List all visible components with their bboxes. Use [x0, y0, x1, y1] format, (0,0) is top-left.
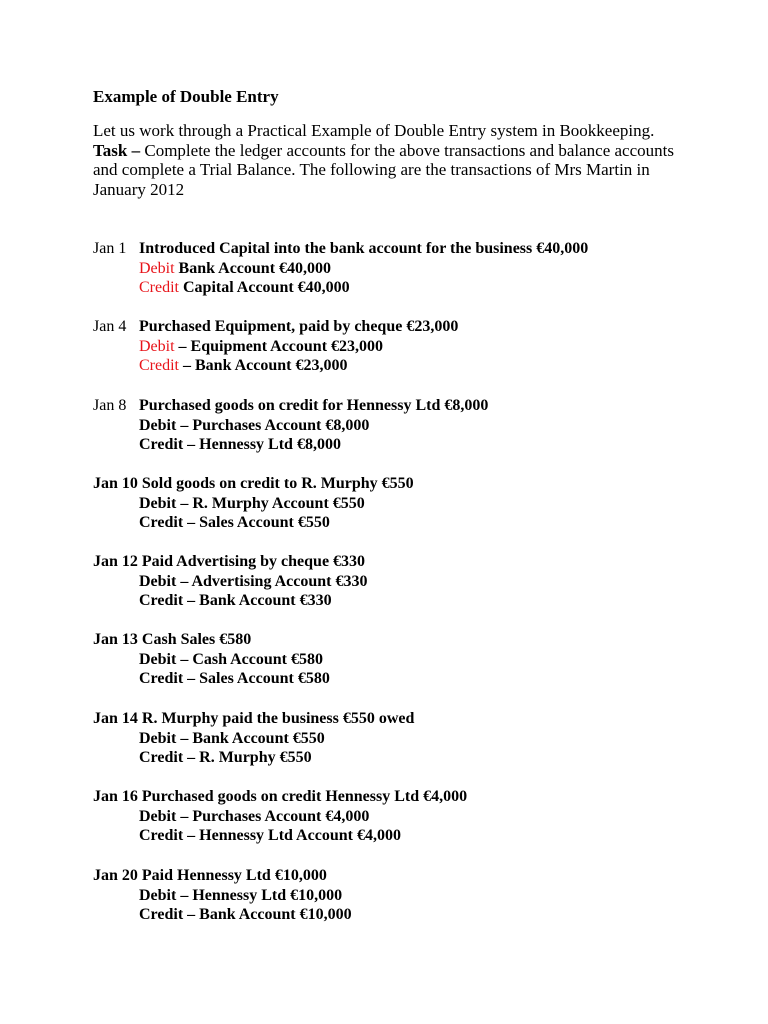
- transaction-line: [93, 630, 330, 650]
- transaction-description: Paid Hennessy Ltd €10,000: [141, 867, 327, 884]
- transaction-date: Jan 1: [93, 240, 127, 257]
- transaction-entry-jan-14: [93, 709, 414, 768]
- credit-text: – Hennessy Ltd Account €4,000: [183, 827, 401, 845]
- transaction-entry-jan-1: [93, 239, 588, 298]
- credit-text: – R. Murphy €550: [183, 749, 312, 767]
- credit-label: Credit: [139, 592, 184, 610]
- credit-text: – Bank Account €330: [183, 592, 332, 610]
- debit-label: Debit: [139, 886, 177, 904]
- debit-label: Debit: [139, 337, 175, 355]
- debit-text: – Advertising Account €330: [176, 572, 368, 590]
- intro-paragraph: Let us work through a Practical Example of Double Entry system in Bookkeeping.: [93, 121, 655, 140]
- debit-text: – Purchases Account €8,000: [176, 416, 370, 434]
- credit-line: [93, 435, 488, 455]
- debit-line: [93, 259, 588, 279]
- debit-text: – Cash Account €580: [176, 650, 324, 668]
- debit-label: Debit: [139, 416, 177, 434]
- credit-label: Credit: [139, 514, 184, 532]
- transaction-date: Jan 14: [93, 710, 138, 727]
- transaction-date: Jan 13: [93, 631, 138, 648]
- transaction-line: [93, 709, 414, 729]
- credit-line: [93, 748, 414, 768]
- intro-block: [93, 121, 693, 199]
- debit-text: Bank Account €40,000: [174, 259, 332, 277]
- debit-line: [93, 650, 330, 670]
- credit-line: [93, 826, 467, 846]
- debit-text: – Purchases Account €4,000: [176, 807, 370, 825]
- credit-line: [93, 591, 367, 611]
- transaction-description: Sold goods on credit to R. Murphy €550: [141, 475, 414, 492]
- transaction-entry-jan-13: [93, 630, 330, 689]
- credit-line: [93, 513, 414, 533]
- transaction-description: Paid Advertising by cheque €330: [141, 553, 366, 570]
- credit-text: Capital Account €40,000: [179, 279, 350, 297]
- transaction-line: [93, 787, 467, 807]
- credit-label: Credit: [139, 827, 184, 845]
- transaction-entry-jan-10: [93, 474, 414, 533]
- transaction-date: Jan 10: [93, 475, 138, 492]
- task-label: Task –: [93, 140, 141, 160]
- transaction-date: Jan 8: [93, 397, 127, 414]
- document-title: Example of Double Entry: [93, 87, 279, 106]
- credit-label: Credit: [139, 279, 179, 297]
- debit-text: – Equipment Account €23,000: [174, 337, 384, 355]
- debit-text: – Bank Account €550: [176, 729, 325, 747]
- transaction-description: Purchased Equipment, paid by cheque €23,000: [139, 318, 459, 335]
- credit-label: Credit: [139, 906, 184, 924]
- transaction-description: Cash Sales €580: [141, 631, 252, 648]
- credit-line: [93, 356, 458, 376]
- credit-text: – Sales Account €580: [183, 670, 330, 688]
- transaction-line: [93, 474, 414, 494]
- transaction-date: Jan 12: [93, 553, 138, 570]
- debit-line: [93, 494, 414, 514]
- credit-label: Credit: [139, 436, 184, 454]
- transaction-description: R. Murphy paid the business €550 owed: [141, 710, 415, 727]
- transaction-date: Jan 16: [93, 788, 138, 805]
- transaction-line: [93, 396, 488, 416]
- credit-text: – Bank Account €23,000: [179, 357, 348, 375]
- task-paragraph: [93, 141, 693, 200]
- debit-label: Debit: [139, 259, 175, 277]
- credit-line: [93, 669, 330, 689]
- transaction-line: [93, 239, 588, 259]
- credit-line: [93, 278, 588, 298]
- transaction-entry-jan-16: [93, 787, 467, 846]
- debit-line: [93, 729, 414, 749]
- transaction-entry-jan-20: [93, 866, 352, 925]
- debit-label: Debit: [139, 650, 177, 668]
- debit-label: Debit: [139, 729, 177, 747]
- credit-label: Credit: [139, 749, 184, 767]
- debit-text: – Hennessy Ltd €10,000: [176, 886, 343, 904]
- debit-line: [93, 416, 488, 436]
- debit-line: [93, 337, 458, 357]
- transaction-entry-jan-4: [93, 317, 458, 376]
- debit-text: – R. Murphy Account €550: [176, 494, 365, 512]
- transaction-description: Purchased goods on credit for Hennessy Ltd €8,000: [139, 397, 489, 414]
- task-text: Complete the ledger accounts for the above transactions and balance accounts and complete a Trial Balance. The following are the transactions of Mrs Martin in January 2012: [93, 140, 674, 199]
- credit-text: – Hennessy Ltd €8,000: [183, 436, 341, 454]
- debit-label: Debit: [139, 807, 177, 825]
- credit-text: – Sales Account €550: [183, 514, 330, 532]
- transaction-line: [93, 866, 352, 886]
- credit-text: – Bank Account €10,000: [183, 906, 352, 924]
- credit-label: Credit: [139, 670, 184, 688]
- debit-line: [93, 886, 352, 906]
- transaction-date: Jan 4: [93, 318, 127, 335]
- transaction-entry-jan-8: [93, 396, 488, 455]
- debit-label: Debit: [139, 494, 177, 512]
- transaction-entry-jan-12: [93, 552, 367, 611]
- transaction-line: [93, 317, 458, 337]
- debit-line: [93, 807, 467, 827]
- credit-label: Credit: [139, 357, 179, 375]
- transaction-date: Jan 20: [93, 867, 138, 884]
- debit-line: [93, 572, 367, 592]
- transaction-description: Purchased goods on credit Hennessy Ltd €4,000: [141, 788, 468, 805]
- transaction-line: [93, 552, 367, 572]
- credit-line: [93, 905, 352, 925]
- debit-label: Debit: [139, 572, 177, 590]
- transaction-description: Introduced Capital into the bank account for the business €40,000: [139, 240, 589, 257]
